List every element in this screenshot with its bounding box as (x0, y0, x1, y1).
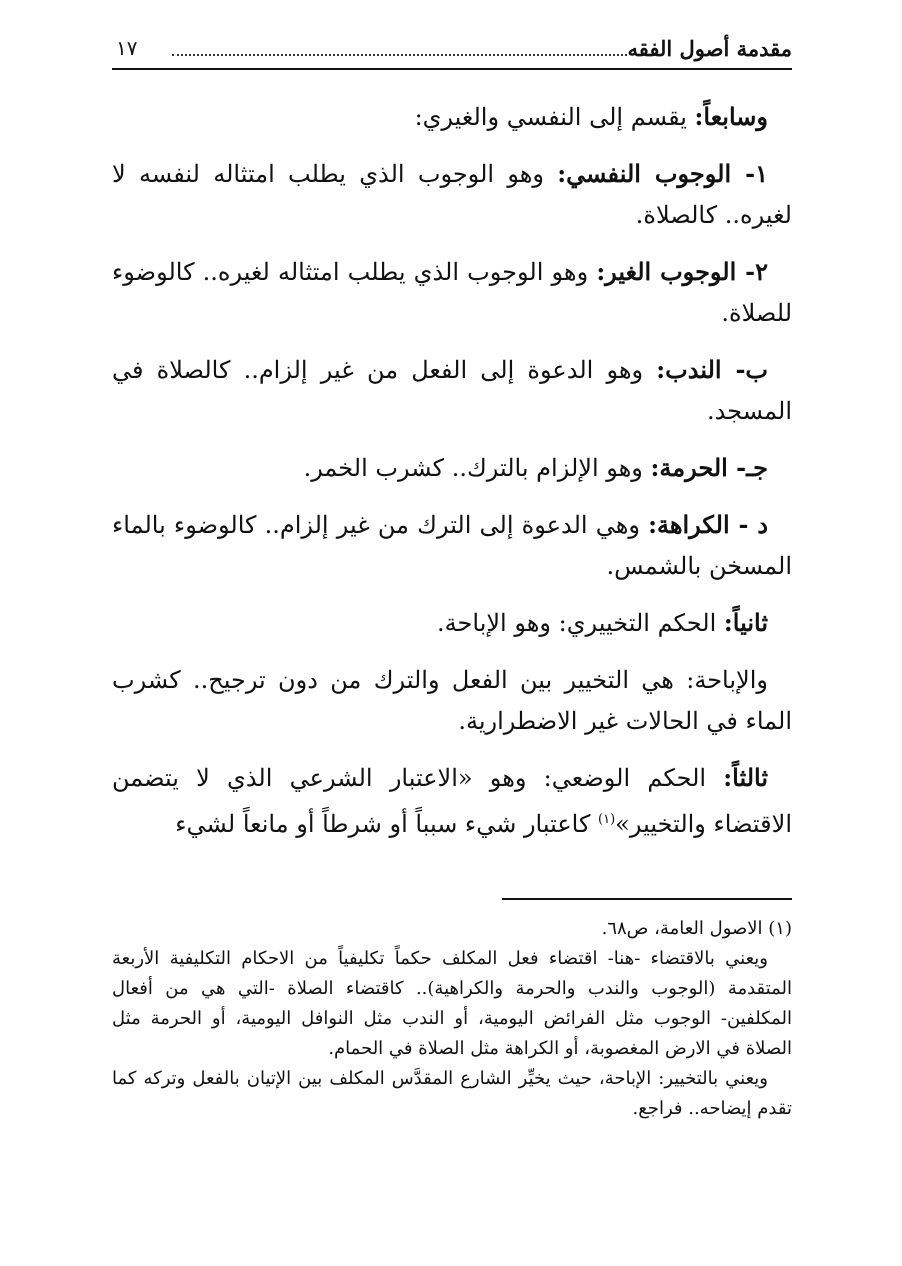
paragraph-hurma: جـ- الحرمة: وهو الإلزام بالترك.. كشرب الخمر. (303, 453, 768, 482)
footnote-iqtida: ويعني بالاقتضاء -هنا- اقتضاء فعل المكلف حكماً تكليفياً من الاحكام التكليفية الأربعة المتقدمة (الوجوب والندب والحرمة والكراهية).. كاقتضاء الصلاة -التي هي من أفعال المكلفين- الوجوب مثل الفرائض اليومية، أو الندب مثل النوافل اليومية، أو الحرمة مثل الصلاة في الارض المغصوبة، أو الكراهة مثل الصلاة في الحمام. (112, 948, 792, 1059)
page-number: ١٧ (116, 36, 138, 60)
main-text (112, 96, 792, 845)
term: د - الكراهة: (648, 510, 769, 539)
paragraph-third: ثالثاً: الحكم الوضعي: وهو «الاعتبار الشرعي الذي لا يتضمن الاقتضاء والتخيير»$^{(١)}$ كاعتبار شيء سبباً أو شرطاً أو مانعاً لشيء (112, 763, 792, 838)
paragraph-nafsi: ١- الوجوب النفسي: وهو الوجوب الذي يطلب امتثاله لنفسه لا لغيره.. كالصلاة. (112, 159, 792, 229)
paragraph-ibaha: والإباحة: هي التخيير بين الفعل والترك من دون ترجيح.. كشرب الماء في الحالات غير الاضطرارية. (112, 666, 792, 735)
footnote-takhyir: ويعني بالتخيير: الإباحة، حيث يخيِّر الشارع المقدَّس المكلف بين الإتيان بالفعل وتركه كما تقدم إيضاحه.. فراجع. (112, 1068, 792, 1119)
term: ثانياً: (723, 608, 768, 637)
term: جـ- الحرمة: (650, 453, 768, 482)
paragraph-nadb: ب- الندب: وهو الدعوة إلى الفعل من غير إلزام.. كالصلاة في المسجد. (112, 355, 792, 425)
paragraph-karaha: د - الكراهة: وهي الدعوة إلى الترك من غير إلزام.. كالوضوء بالماء المسخن بالشمس. (112, 510, 792, 580)
term: ثالثاً: (723, 763, 768, 792)
term: ٢- الوجوب الغير: (596, 257, 769, 286)
footnote-ref: (١) (598, 812, 616, 827)
paragraph-ghayri: ٢- الوجوب الغير: وهو الوجوب الذي يطلب امتثاله لغيره.. كالوضوء للصلاة. (112, 257, 792, 327)
term: ب- الندب: (656, 355, 769, 384)
term: ١- الوجوب النفسي: (557, 159, 769, 188)
paragraph-second: ثانياً: الحكم التخييري: وهو الإباحة. (437, 608, 768, 637)
running-title: مقدمة أصول الفقه (627, 36, 792, 61)
leader-dots (172, 54, 627, 56)
footnotes (112, 914, 792, 1124)
page-header (112, 30, 792, 70)
footnote-divider (502, 898, 792, 900)
term: وسابعاً: (694, 102, 768, 131)
paragraph-seventh: وسابعاً: يقسم إلى النفسي والغيري: (414, 102, 768, 131)
footnote-1: (١) الاصول العامة، ص٦٨. (601, 918, 792, 939)
